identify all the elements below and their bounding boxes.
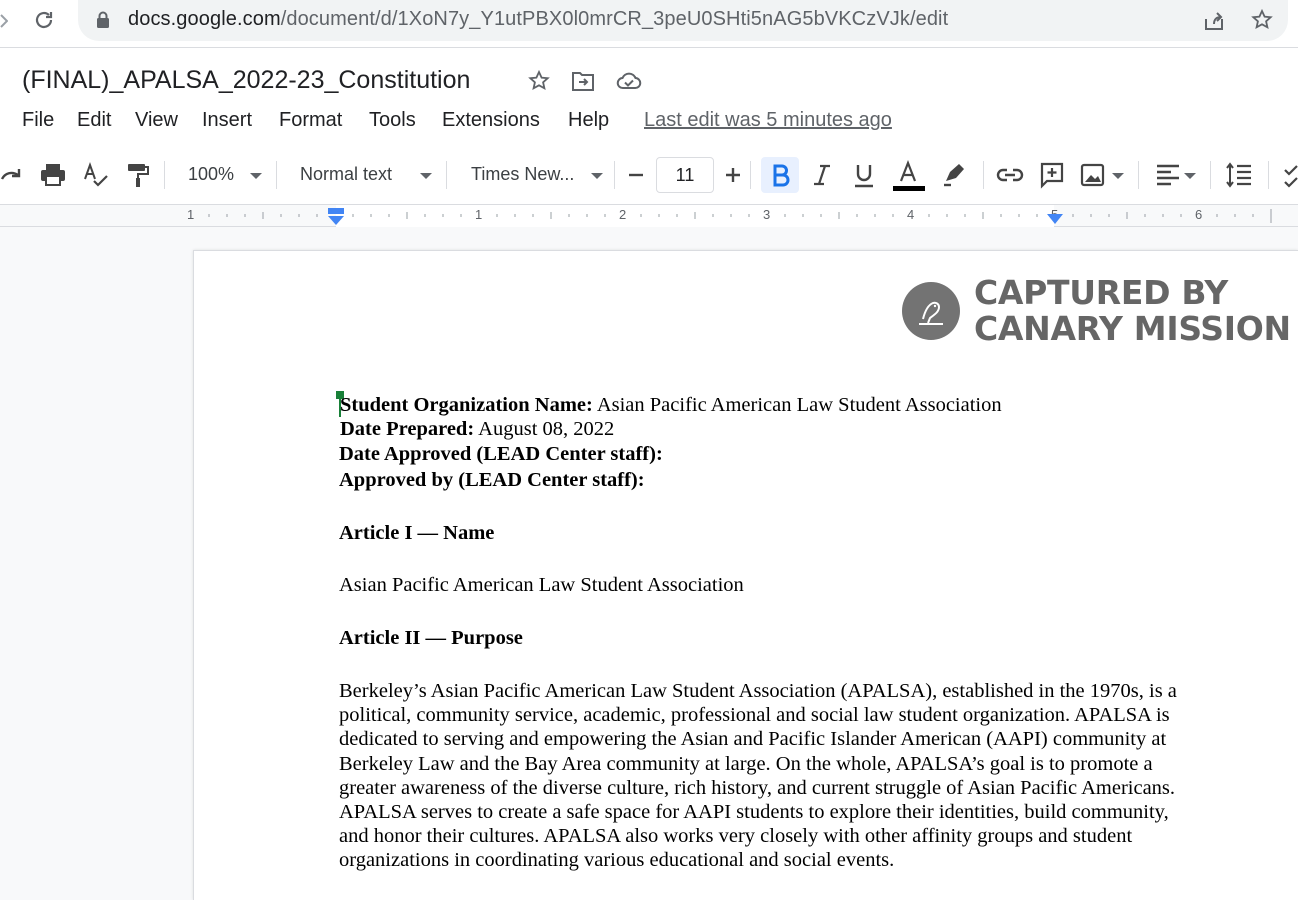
- url-path: /document/d/1XoN7y_Y1utPBX0l0mrCR_3peU0SHti5nAG5bVKCzVJk/edit: [280, 8, 949, 30]
- approved-by-label: Approved by (LEAD Center staff):: [339, 469, 645, 491]
- ruler-number: 6: [1195, 207, 1203, 222]
- zoom-select[interactable]: 100%: [188, 164, 235, 184]
- ruler-number: 1: [475, 207, 483, 222]
- font-size-input[interactable]: 11: [656, 157, 714, 193]
- ruler-number: 4: [907, 207, 915, 222]
- menu-insert[interactable]: Insert: [202, 109, 253, 131]
- align-left-icon[interactable]: [1154, 161, 1182, 189]
- bold-icon: [766, 161, 794, 189]
- document-title[interactable]: (FINAL)_APALSA_2022-23_Constitution: [22, 66, 471, 94]
- article-2-body[interactable]: [339, 679, 1259, 873]
- paragraph-line: and honor their cultures. APALSA also works very closely with other affinity groups and student: [339, 825, 1133, 848]
- toolbar-separator: [276, 161, 277, 189]
- org-name-line[interactable]: [340, 394, 1002, 417]
- url-host: docs.google.com: [128, 8, 281, 30]
- toolbar-separator: [446, 161, 447, 189]
- address-bar[interactable]: [78, 0, 1288, 41]
- toolbar: [0, 145, 1298, 205]
- docs-header: [0, 48, 1298, 145]
- toolbar-separator: [614, 161, 615, 189]
- toolbar-separator: [1210, 161, 1211, 189]
- toolbar-separator: [164, 161, 165, 189]
- paint-format-icon[interactable]: [124, 161, 152, 189]
- menu-edit[interactable]: Edit: [77, 109, 112, 131]
- ruler[interactable]: [0, 205, 1298, 227]
- paragraph-style-select[interactable]: Normal text: [300, 164, 393, 184]
- ruler-number: 2: [619, 207, 627, 222]
- style-dropdown-icon[interactable]: [420, 173, 432, 179]
- article-2-heading[interactable]: [339, 627, 523, 650]
- redo-icon[interactable]: [0, 161, 28, 189]
- last-edit-link[interactable]: Last edit was 5 minutes ago: [644, 109, 892, 131]
- toolbar-separator: [983, 161, 984, 189]
- paragraph-line: dedicated to serving and empowering the Asian and Pacific Islander American (AAPI) community at: [339, 728, 1167, 751]
- line-spacing-icon[interactable]: [1225, 161, 1253, 189]
- date-prepared-value: August 08, 2022: [474, 418, 615, 440]
- paragraph-line: political, community service, academic, professional and social law student organization. APALSA is: [339, 704, 1170, 727]
- text-color-icon[interactable]: [892, 159, 926, 193]
- move-folder-icon[interactable]: [571, 70, 595, 92]
- approved-by-line[interactable]: [339, 469, 645, 492]
- org-name-label: Student Organization Name:: [340, 394, 593, 416]
- checklist-icon[interactable]: [1282, 161, 1298, 189]
- ruler-number: 3: [763, 207, 771, 222]
- underline-icon[interactable]: [850, 161, 878, 189]
- paragraph-line: Berkeley Law and the Bay Area community at large. On the whole, APALSA’s goal is to promote a: [339, 752, 1153, 775]
- menu-file[interactable]: File: [22, 109, 55, 131]
- ruler-number: 1: [187, 207, 195, 222]
- article-1-heading-text: Article I — Name: [339, 522, 495, 544]
- canary-logo-icon: [902, 282, 960, 340]
- menu-extensions[interactable]: Extensions: [442, 109, 540, 131]
- article-1-heading[interactable]: [339, 522, 494, 545]
- watermark-line-2: CANARY MISSION: [974, 309, 1291, 348]
- italic-icon[interactable]: [808, 161, 836, 189]
- cloud-saved-icon[interactable]: [616, 71, 642, 91]
- date-prepared-label: Date Prepared:: [340, 418, 475, 440]
- zoom-dropdown-icon[interactable]: [250, 173, 262, 179]
- paragraph-line: greater awareness of the diverse culture, rich history, and current struggle of Asian Pacific Americans.: [339, 776, 1176, 799]
- toolbar-separator: [1268, 161, 1269, 189]
- document-page[interactable]: [193, 250, 1298, 900]
- lock-icon[interactable]: [96, 11, 110, 29]
- bold-button[interactable]: [761, 157, 799, 193]
- reload-icon[interactable]: [32, 8, 56, 32]
- paragraph-line: Berkeley’s Asian Pacific American Law Student Association (APALSA), established in the 1970s, is a: [339, 680, 1177, 702]
- add-comment-icon[interactable]: [1038, 161, 1066, 189]
- right-indent-marker-icon[interactable]: [1046, 214, 1064, 225]
- date-approved-label: Date Approved (LEAD Center staff):: [339, 443, 663, 465]
- date-approved-line[interactable]: [339, 443, 663, 466]
- menu-tools[interactable]: Tools: [369, 109, 416, 131]
- toolbar-separator: [1138, 161, 1139, 189]
- image-dropdown-icon[interactable]: [1112, 173, 1124, 179]
- decrease-font-size-icon[interactable]: [622, 161, 650, 189]
- insert-link-icon[interactable]: [995, 161, 1025, 189]
- article-1-body[interactable]: Asian Pacific American Law Student Association: [339, 574, 744, 596]
- date-prepared-line[interactable]: [340, 418, 614, 441]
- forward-icon[interactable]: [0, 14, 8, 28]
- spellcheck-icon[interactable]: [82, 161, 110, 189]
- font-select[interactable]: Times New...: [471, 164, 575, 184]
- paragraph-line: organizations in coordinating various educational and social events.: [339, 849, 895, 872]
- ruler-ticks: [0, 205, 1298, 227]
- indent-marker-icon[interactable]: [327, 208, 345, 225]
- watermark-line-1: CAPTURED BY: [974, 273, 1229, 312]
- toolbar-separator: [750, 161, 751, 189]
- article-2-heading-text: Article II — Purpose: [339, 627, 523, 649]
- browser-chrome: [0, 0, 1298, 48]
- menu-format[interactable]: Format: [279, 109, 343, 131]
- share-icon[interactable]: [1202, 9, 1226, 33]
- font-dropdown-icon[interactable]: [591, 173, 603, 179]
- insert-image-icon[interactable]: [1079, 161, 1107, 189]
- canary-mission-watermark: [902, 273, 1291, 353]
- bookmark-star-icon[interactable]: [1250, 8, 1274, 32]
- increase-font-size-icon[interactable]: [719, 161, 747, 189]
- star-icon[interactable]: [527, 69, 551, 93]
- menu-help[interactable]: Help: [568, 109, 610, 131]
- url-text[interactable]: [128, 8, 948, 31]
- org-name-value: Asian Pacific American Law Student Association: [592, 394, 1002, 416]
- paragraph-line: APALSA serves to create a safe space for AAPI students to explore their identities, build community,: [339, 801, 1169, 824]
- highlight-color-icon[interactable]: [940, 161, 968, 189]
- print-icon[interactable]: [39, 161, 67, 189]
- menu-view[interactable]: View: [135, 109, 178, 131]
- align-dropdown-icon[interactable]: [1184, 173, 1196, 179]
